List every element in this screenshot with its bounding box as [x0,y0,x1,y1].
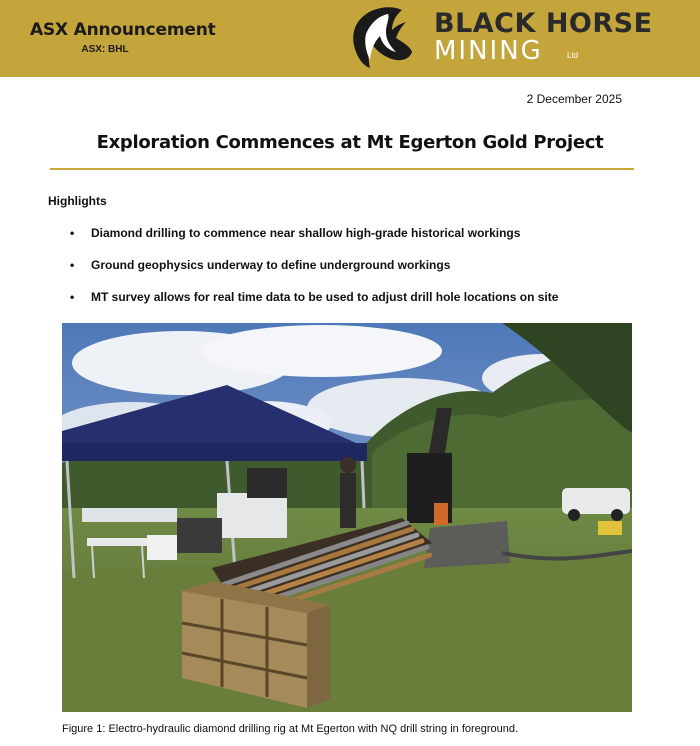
list-item [70,258,558,290]
bullet-text: MT survey allows for real time data to be used to adjust drill hole locations on site [91,290,559,304]
drilling-rig-photo [62,323,632,712]
bullet-icon: • [70,226,75,240]
logo-wordmark-black-horse: BLACK HORSE [434,8,653,39]
list-item [70,290,558,322]
bullet-icon: • [70,258,75,272]
title-divider [50,168,634,170]
list-item [70,226,558,258]
asx-code: ASX: BHL [81,44,129,55]
bullet-text: Ground geophysics underway to define underground workings [91,258,451,272]
highlights-list [70,226,558,322]
announcement-title: ASX Announcement [30,20,216,40]
logo-suffix: Ltd [567,51,579,60]
figure-caption: Figure 1: Electro-hydraulic diamond drilling rig at Mt Egerton with NQ drill string in foreground. [62,723,519,735]
bullet-icon: • [70,290,75,304]
logo-wordmark-mining: MINING [434,36,543,66]
bullet-text: Diamond drilling to commence near shallow high-grade historical workings [91,226,521,240]
header-band [0,0,700,77]
document-title: Exploration Commences at Mt Egerton Gold Project [96,132,604,153]
announcement-date: 2 December 2025 [526,92,622,106]
highlights-heading: Highlights [48,194,107,208]
horse-head-icon [344,4,416,70]
